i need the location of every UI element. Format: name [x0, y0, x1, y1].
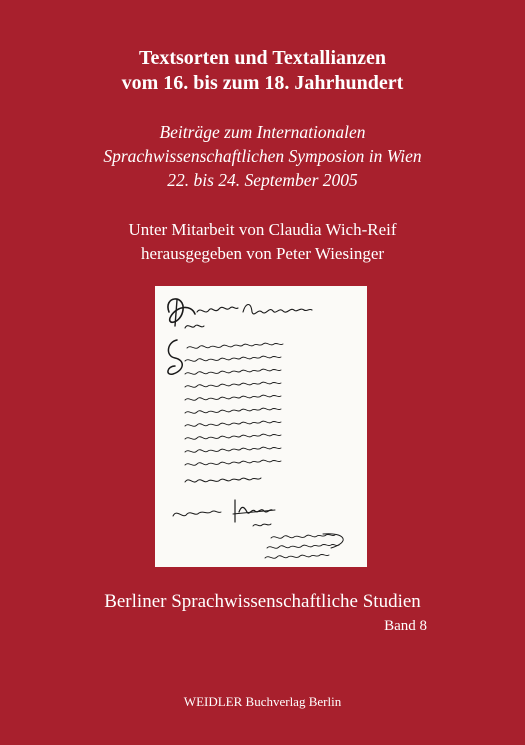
book-title [0, 46, 525, 96]
editor-credits [0, 218, 525, 266]
title-line-2: vom 16. bis zum 18. Jahrhundert [121, 72, 404, 94]
editor-line: herausgegeben von Peter Wiesinger [140, 244, 385, 263]
manuscript-image [155, 286, 367, 567]
subtitle-line-2: Sprachwissenschaftlichen Symposion in Wien [103, 146, 422, 166]
subtitle-line-3: 22. bis 24. September 2005 [167, 170, 358, 190]
handwritten-letter-illustration [155, 286, 367, 567]
collaborator-line: Unter Mitarbeit von Claudia Wich-Reif [128, 220, 397, 239]
series-title: Berliner Sprachwissenschaftliche Studien [104, 591, 421, 612]
book-subtitle [0, 120, 525, 192]
title-line-1: Textsorten und Textallianzen [138, 47, 387, 69]
publisher-name: WEIDLER Buchverlag Berlin [183, 694, 342, 709]
subtitle-line-1: Beiträge zum Internationalen [159, 122, 366, 142]
volume-number: Band 8 [384, 618, 427, 634]
